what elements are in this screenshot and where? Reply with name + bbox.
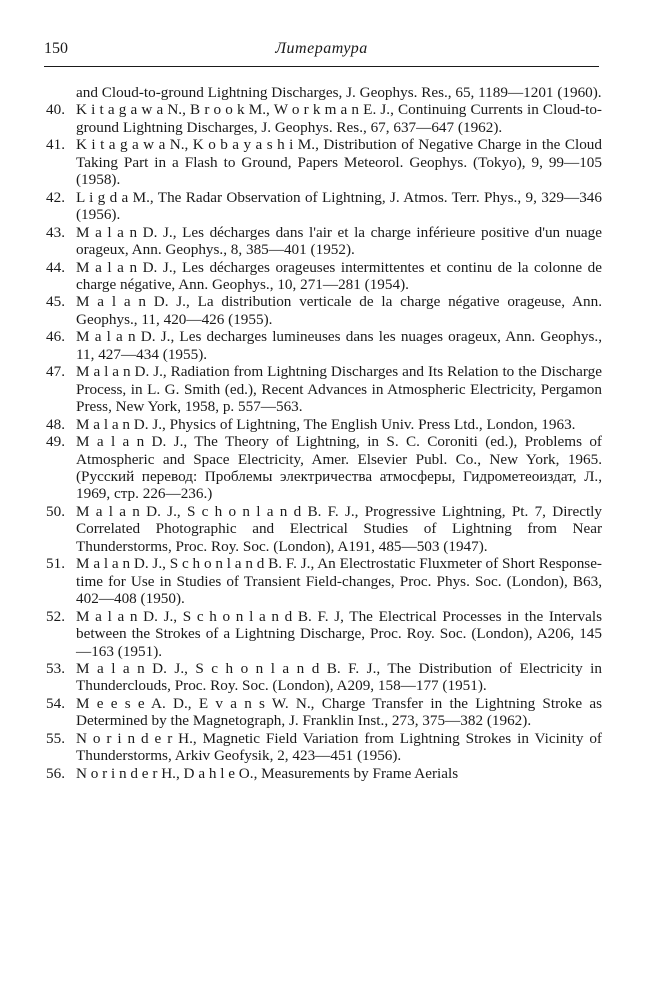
reference-number: 47.	[46, 363, 65, 381]
reference-text: M a l a n D. J., Les décharges orageuses intermittentes et continu de la colonne de charge négative, Ann. Geophys., 10, 271—281 (1954).	[76, 258, 602, 293]
reference-entry	[46, 730, 602, 765]
reference-entry	[46, 363, 602, 415]
reference-text: N o r i n d e r H., D a h l e O., Measurements by Frame Aerials	[76, 764, 459, 782]
reference-entry	[46, 503, 602, 555]
reference-entry	[46, 555, 602, 607]
reference-text: M a l a n D. J., Les décharges dans l'air et la charge inférieure positive d'un nuage orageux, Ann. Geophys., 8, 385—401 (1952).	[76, 223, 602, 259]
reference-entry	[46, 224, 602, 259]
reference-entry	[46, 259, 602, 294]
reference-number: 54.	[46, 694, 65, 712]
reference-text: M a l a n D. J., S c h o n l a n d B. F. J., An Electrostatic Fluxmeter of Short Response-time for Use in Studies of Transient Field-changes, Proc. Phys. Soc. (London), B63, 402—408 (1950).	[76, 555, 602, 608]
reference-number: 50.	[46, 502, 65, 520]
reference-number: 40.	[46, 101, 65, 119]
reference-entry	[46, 433, 602, 503]
reference-number: 45.	[46, 293, 65, 311]
running-title: Литература	[275, 40, 368, 57]
reference-text: M a l a n D. J., S c h o n l a n d B. F. J., The Distribution of Electricity in Thunderclouds, Proc. Roy. Soc. (London), A209, 158—177 (1951).	[76, 659, 602, 695]
reference-number: 52.	[46, 607, 65, 625]
reference-entry	[46, 101, 602, 136]
page-header	[44, 36, 599, 67]
reference-text: L i g d a M., The Radar Observation of Lightning, J. Atmos. Terr. Phys., 9, 329—346 (1956).	[76, 188, 602, 224]
reference-text: M a l a n D. J., Physics of Lightning, The English Univ. Press Ltd., London, 1963.	[76, 415, 576, 433]
reference-text: M a l a n D. J., Radiation from Lightning Discharges and Its Relation to the Discharge Process, in L. G. Smith (ed.), Recent Advances in Atmospheric Electricity, Pergamon Press, New York, 1958, p. 557—563.	[76, 363, 602, 416]
reference-number: 42.	[46, 188, 65, 206]
reference-text: M a l a n D. J., S c h o n l a n d B. F. J., Progressive Lightning, Pt. 7, Directly Correlated Photographic and Electrical Studies of Lightning from Near Thunderstorms, Proc. Roy. Soc. (London), A191, 485—503 (1947).	[76, 502, 602, 555]
reference-entry	[46, 765, 602, 782]
reference-number: 48.	[46, 415, 65, 433]
reference-entry	[46, 189, 602, 224]
reference-number: 46.	[46, 328, 65, 346]
reference-number: 53.	[46, 659, 65, 677]
reference-number: 55.	[46, 729, 65, 747]
reference-text: M e e s e A. D., E v a n s W. N., Charge Transfer in the Lightning Stroke as Determined by the Magnetograph, J. Franklin Inst., 273, 375—382 (1962).	[76, 694, 602, 730]
reference-text: K i t a g a w a N., B r o o k M., W o r k m a n E. J., Continuing Currents in Cloud-to-ground Lightning Discharges, J. Geophys. Res., 67, 637—647 (1962).	[76, 101, 602, 136]
reference-entry	[46, 328, 602, 363]
page-number: 150	[44, 40, 68, 57]
reference-number: 41.	[46, 136, 65, 154]
reference-entry	[46, 416, 602, 433]
reference-number: 44.	[46, 258, 65, 276]
reference-entry	[46, 660, 602, 695]
reference-text: M a l a n D. J., La distribution verticale de la charge négative orageuse, Ann. Geophys., 11, 420—426 (1955).	[76, 293, 602, 328]
reference-entry	[46, 136, 602, 188]
reference-continuation: and Cloud-to-ground Lightning Discharges, J. Geophys. Res., 65, 1189—1201 (1960).	[76, 84, 602, 101]
reference-text: M a l a n D. J., The Theory of Lightning, in S. C. Coroniti (ed.), Problems of Atmospheric and Space Electricity, Amer. Elsevier Publ. Co., New York, 1965. (Русский перевод: Проблемы электричества атмосферы, Гидрометеоиздат, Л., 1969, стр. 226—236.)	[76, 433, 602, 503]
reference-entry	[46, 608, 602, 660]
reference-list	[46, 84, 602, 782]
reference-text: M a l a n D. J., S c h o n l a n d B. F. J, The Electrical Processes in the Intervals between the Strokes of a Lightning Discharge, Proc. Roy. Soc. (London), A206, 145—163 (1951).	[76, 607, 602, 660]
reference-text: K i t a g a w a N., K o b a y a s h i M., Distribution of Negative Charge in the Cloud Taking Part in a Flash to Ground, Papers Meteorol. Geophys. (Tokyo), 9, 99—105 (1958).	[76, 136, 602, 189]
reference-number: 49.	[46, 433, 65, 451]
reference-number: 43.	[46, 223, 65, 241]
reference-number: 56.	[46, 764, 65, 782]
reference-text: M a l a n D. J., Les decharges lumineuses dans les nuages orageux, Ann. Geophys., 11, 427—434 (1955).	[76, 328, 602, 363]
reference-text: N o r i n d e r H., Magnetic Field Variation from Lightning Strokes in Vicinity of Thunderstorms, Arkiv Geofysik, 2, 423—451 (1956).	[76, 729, 602, 765]
reference-number: 51.	[46, 555, 65, 573]
reference-entry	[46, 695, 602, 730]
reference-entry	[46, 293, 602, 328]
